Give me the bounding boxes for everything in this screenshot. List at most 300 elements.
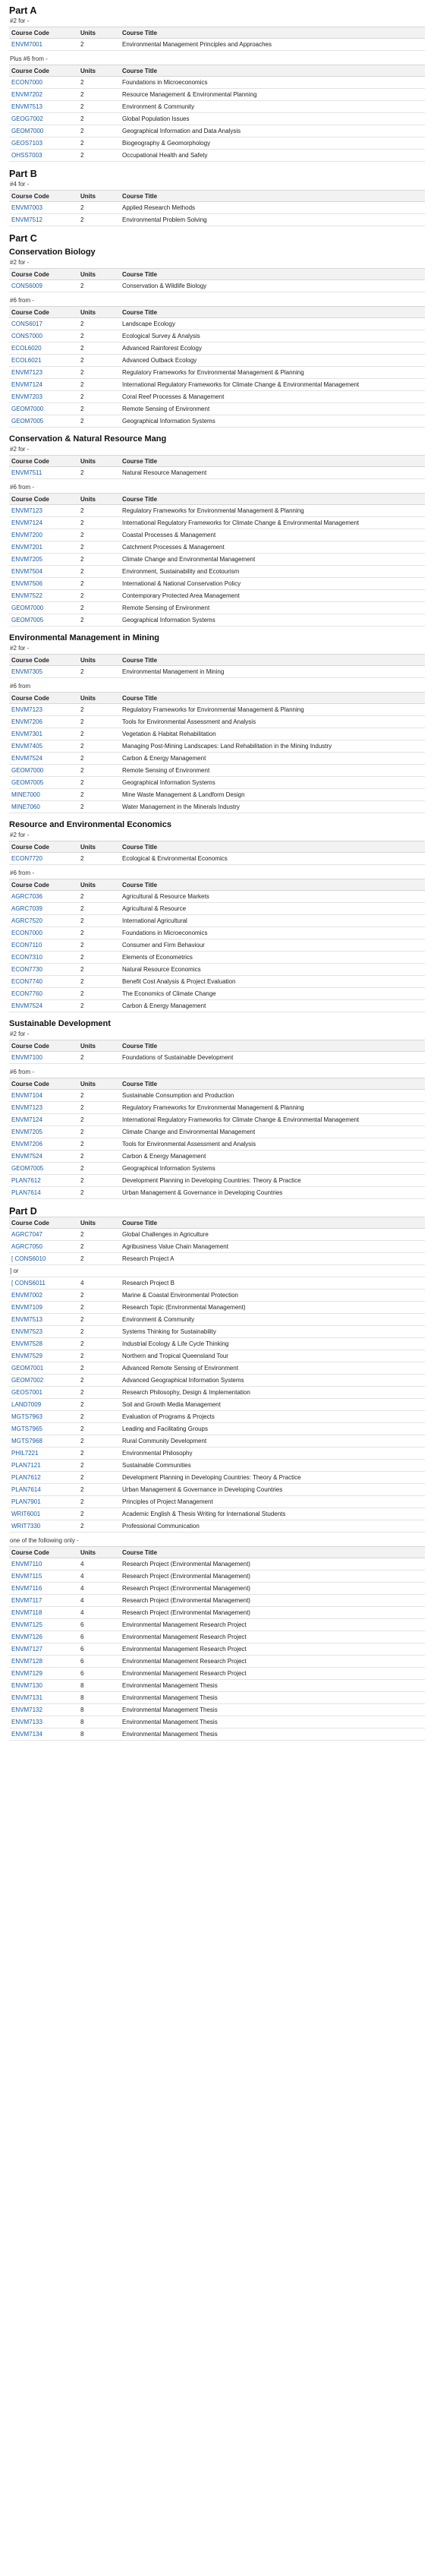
header-units: Units xyxy=(78,307,120,318)
course-code-link[interactable]: PLAN7121 xyxy=(9,1460,78,1472)
header-course-code: Course Code xyxy=(9,191,78,202)
course-title: Regulatory Frameworks for Environmental Management & Planning xyxy=(120,367,425,379)
table-row xyxy=(9,1362,425,1375)
course-code-link[interactable]: CONS7000 xyxy=(9,330,78,343)
course-code-link[interactable]: ENVM7133 xyxy=(9,1716,78,1728)
course-code-link[interactable]: ECON7110 xyxy=(9,939,78,952)
stream-heading: Conservation & Natural Resource Mang xyxy=(9,434,167,444)
table-row xyxy=(9,1052,425,1064)
course-title: The Economics of Climate Change xyxy=(120,988,425,1000)
course-title: Research Project (Environmental Management) xyxy=(120,1607,425,1619)
course-code-link[interactable]: ENVM7001 xyxy=(9,39,78,51)
header-course-title: Course Title xyxy=(120,307,425,318)
course-code-link[interactable]: ENVM7110 xyxy=(9,1558,78,1571)
table-row xyxy=(9,1496,425,1508)
course-units: 6 xyxy=(78,1643,120,1656)
table-row xyxy=(9,1508,425,1520)
course-code-link[interactable]: ECON7760 xyxy=(9,988,78,1000)
course-units: 8 xyxy=(78,1704,120,1716)
course-title: Principles of Project Management xyxy=(120,1496,425,1508)
table-row xyxy=(9,740,425,753)
part-heading: Part B xyxy=(9,169,37,179)
course-title: Remote Sensing of Environment xyxy=(120,403,425,415)
course-code-link[interactable]: PLAN7614 xyxy=(9,1187,78,1199)
part-heading: Part C xyxy=(9,233,37,244)
course-code-link[interactable]: WRIT6001 xyxy=(9,1508,78,1520)
course-code-link[interactable]: ENVM7131 xyxy=(9,1692,78,1704)
course-code-link[interactable]: ENVM7522 xyxy=(9,590,78,602)
course-title: Elements of Econometrics xyxy=(120,952,425,964)
course-title: Evaluation of Programs & Projects xyxy=(120,1411,425,1423)
course-units: 2 xyxy=(78,1338,120,1350)
course-title: Agricultural & Resource Markets xyxy=(120,891,425,903)
table-row xyxy=(9,403,425,415)
course-code-link[interactable]: MINE7060 xyxy=(9,801,78,813)
course-code-link[interactable]: GEOM7005 xyxy=(9,614,78,627)
course-units: 2 xyxy=(78,214,120,226)
table-row xyxy=(9,915,425,927)
course-code-link[interactable]: ENVM7125 xyxy=(9,1619,78,1631)
header-course-code: Course Code xyxy=(9,693,78,704)
course-units: 2 xyxy=(78,988,120,1000)
table-row xyxy=(9,367,425,379)
course-code-link[interactable]: ENVM7100 xyxy=(9,1052,78,1064)
course-code-link[interactable]: ENVM7523 xyxy=(9,1326,78,1338)
requirement-note: #4 for - xyxy=(10,181,30,188)
course-code-link[interactable]: WRIT7330 xyxy=(9,1520,78,1533)
course-code-link[interactable]: PHIL7221 xyxy=(9,1447,78,1460)
table-row xyxy=(9,343,425,355)
table-header-row xyxy=(9,27,425,39)
requirement-note: #6 from xyxy=(10,683,31,690)
course-units: 2 xyxy=(78,590,120,602)
course-units: 2 xyxy=(78,716,120,728)
table-row xyxy=(9,1435,425,1447)
course-code-link[interactable]: GEOG7002 xyxy=(9,113,78,125)
course-code-link[interactable]: ENVM7205 xyxy=(9,554,78,566)
table-row xyxy=(9,1326,425,1338)
table-row xyxy=(9,1163,425,1175)
table-row xyxy=(9,666,425,678)
table-row xyxy=(9,355,425,367)
course-code-link[interactable]: ENVM7124 xyxy=(9,1114,78,1126)
course-code-link[interactable]: PLAN7901 xyxy=(9,1496,78,1508)
table-row xyxy=(9,704,425,716)
course-code-link[interactable]: ENVM7202 xyxy=(9,89,78,101)
table-row xyxy=(9,541,425,554)
course-units: 2 xyxy=(78,740,120,753)
course-table xyxy=(9,27,425,51)
course-units: 2 xyxy=(78,1290,120,1302)
course-units: 2 xyxy=(78,1387,120,1399)
course-title: Regulatory Frameworks for Environmental Management & Planning xyxy=(120,1102,425,1114)
course-code-link[interactable]: GEOM7000 xyxy=(9,125,78,137)
course-code-link[interactable]: ENVM7206 xyxy=(9,716,78,728)
course-units: 2 xyxy=(78,343,120,355)
course-code-link[interactable]: ENVM7118 xyxy=(9,1607,78,1619)
course-title: Natural Resource Economics xyxy=(120,964,425,976)
table-header-row xyxy=(9,191,425,202)
course-code-link[interactable]: ECON7720 xyxy=(9,853,78,865)
course-units: 2 xyxy=(78,753,120,765)
table-row xyxy=(9,1728,425,1741)
course-code-link[interactable]: OHSS7003 xyxy=(9,150,78,162)
header-course-code: Course Code xyxy=(9,655,78,666)
course-units: 2 xyxy=(78,1484,120,1496)
header-course-code: Course Code xyxy=(9,269,78,280)
course-code-link[interactable]: GEOM7002 xyxy=(9,1375,78,1387)
course-title: Leading and Facilitating Groups xyxy=(120,1423,425,1435)
course-code-link[interactable]: PLAN7614 xyxy=(9,1484,78,1496)
table-row xyxy=(9,77,425,89)
table-row xyxy=(9,964,425,976)
course-units: 2 xyxy=(78,566,120,578)
course-code-link[interactable]: GEOM7001 xyxy=(9,1362,78,1375)
table-header-row xyxy=(9,693,425,704)
course-units: 2 xyxy=(78,467,120,479)
header-course-title: Course Title xyxy=(120,1078,425,1090)
table-row xyxy=(9,125,425,137)
course-units: 2 xyxy=(78,403,120,415)
course-code-link[interactable]: AGRC7050 xyxy=(9,1241,78,1253)
course-code-link[interactable]: PLAN7612 xyxy=(9,1472,78,1484)
table-row xyxy=(9,1411,425,1423)
course-code-link[interactable]: ENVM7511 xyxy=(9,467,78,479)
course-code-link[interactable]: [ CONS6010 xyxy=(9,1253,78,1265)
course-title: Applied Research Methods xyxy=(120,202,425,214)
table-row xyxy=(9,280,425,292)
course-code-link[interactable]: ENVM7002 xyxy=(9,1290,78,1302)
table-row xyxy=(9,1277,425,1290)
header-course-code: Course Code xyxy=(9,65,78,77)
course-code-link[interactable]: ENVM7305 xyxy=(9,666,78,678)
course-code-link[interactable]: ENVM7513 xyxy=(9,1314,78,1326)
course-code-link[interactable]: ENVM7504 xyxy=(9,566,78,578)
requirement-note: Plus #6 from - xyxy=(10,55,48,62)
course-code-link[interactable]: AGRC7520 xyxy=(9,915,78,927)
table-row xyxy=(9,801,425,813)
course-code-link[interactable]: PLAN7612 xyxy=(9,1175,78,1187)
course-code-link[interactable]: MGTS7968 xyxy=(9,1435,78,1447)
course-units: 2 xyxy=(78,113,120,125)
course-code-link[interactable]: ENVM7134 xyxy=(9,1728,78,1741)
course-units: 2 xyxy=(78,903,120,915)
course-code-link[interactable]: ENVM7124 xyxy=(9,379,78,391)
course-units: 8 xyxy=(78,1692,120,1704)
course-code-link[interactable]: ENVM7123 xyxy=(9,704,78,716)
table-header-row xyxy=(9,1040,425,1052)
course-code-link[interactable]: ENVM7124 xyxy=(9,517,78,529)
course-code-link[interactable]: ENVM7201 xyxy=(9,541,78,554)
course-code-link[interactable]: ENVM7132 xyxy=(9,1704,78,1716)
course-code-link[interactable]: ENVM7524 xyxy=(9,1000,78,1012)
course-title: Advanced Geographical Information Systems xyxy=(120,1375,425,1387)
header-units: Units xyxy=(78,456,120,467)
course-code-link[interactable]: ENVM7116 xyxy=(9,1583,78,1595)
course-code-link[interactable]: AGRC7047 xyxy=(9,1229,78,1241)
course-code-link[interactable]: ECON7730 xyxy=(9,964,78,976)
table-row xyxy=(9,728,425,740)
table-row xyxy=(9,853,425,865)
course-code-link[interactable]: GEOS7103 xyxy=(9,137,78,150)
course-table xyxy=(9,1040,425,1064)
course-code-link[interactable]: MGTS7963 xyxy=(9,1411,78,1423)
course-code-link[interactable]: CONS6017 xyxy=(9,318,78,330)
course-code-link[interactable]: ENVM7524 xyxy=(9,1151,78,1163)
table-header-row xyxy=(9,841,425,853)
course-code-link[interactable]: GEOM7005 xyxy=(9,415,78,428)
table-row xyxy=(9,765,425,777)
course-code-link[interactable]: ENVM7200 xyxy=(9,529,78,541)
course-units: 2 xyxy=(78,554,120,566)
stream-heading: Sustainable Development xyxy=(9,1019,111,1028)
course-units: 2 xyxy=(78,602,120,614)
course-units: 4 xyxy=(78,1558,120,1571)
course-title: Advanced Remote Sensing of Environment xyxy=(120,1362,425,1375)
course-code-link[interactable]: ENVM7512 xyxy=(9,214,78,226)
course-title: Geographical Information Systems xyxy=(120,614,425,627)
table-row xyxy=(9,1229,425,1241)
course-units: 2 xyxy=(78,1187,120,1199)
course-units: 2 xyxy=(78,666,120,678)
table-row xyxy=(9,202,425,214)
table-header-row xyxy=(9,1217,425,1229)
course-code-link[interactable]: GEOM7000 xyxy=(9,602,78,614)
course-units: 2 xyxy=(78,1447,120,1460)
course-code-link[interactable]: LAND7009 xyxy=(9,1399,78,1411)
course-code-link[interactable]: ENVM7123 xyxy=(9,367,78,379)
course-code-link[interactable]: [ CONS6011 xyxy=(9,1277,78,1290)
course-units: 6 xyxy=(78,1656,120,1668)
course-code-link[interactable]: GEOM7005 xyxy=(9,777,78,789)
course-title: Environmental Management Principles and Approaches xyxy=(120,39,425,51)
course-title: Environmental Management Research Project xyxy=(120,1631,425,1643)
course-units: 2 xyxy=(78,964,120,976)
course-code-link[interactable]: ENVM7301 xyxy=(9,728,78,740)
course-units: 2 xyxy=(78,1496,120,1508)
course-code-link[interactable]: ENVM7003 xyxy=(9,202,78,214)
table-row xyxy=(9,1460,425,1472)
course-title: International Regulatory Frameworks for Climate Change & Environmental Management xyxy=(120,517,425,529)
course-title: Northern and Tropical Queensland Tour xyxy=(120,1350,425,1362)
requirement-note: #2 for - xyxy=(10,832,30,838)
course-title: Mine Waste Management & Landform Design xyxy=(120,789,425,801)
course-title: Professional Communication xyxy=(120,1520,425,1533)
course-code-link[interactable]: ENVM7126 xyxy=(9,1631,78,1643)
table-row xyxy=(9,1595,425,1607)
course-title: Research Project A xyxy=(120,1253,425,1265)
header-units: Units xyxy=(78,27,120,39)
course-code-link[interactable]: ECOL6020 xyxy=(9,343,78,355)
table-row xyxy=(9,1558,425,1571)
course-table xyxy=(9,879,425,1012)
course-code-link[interactable]: ENVM7123 xyxy=(9,505,78,517)
course-code-link[interactable]: ENVM7130 xyxy=(9,1680,78,1692)
table-row xyxy=(9,602,425,614)
table-row xyxy=(9,1520,425,1533)
table-row xyxy=(9,505,425,517)
course-units: 2 xyxy=(78,505,120,517)
course-units: 2 xyxy=(78,614,120,627)
course-title: Remote Sensing of Environment xyxy=(120,602,425,614)
course-title: Resource Management & Environmental Planning xyxy=(120,89,425,101)
course-units: 8 xyxy=(78,1728,120,1741)
course-code-link[interactable]: GEOM7000 xyxy=(9,765,78,777)
course-code-link[interactable]: ECON7000 xyxy=(9,77,78,89)
course-code-link[interactable]: ENVM7405 xyxy=(9,740,78,753)
course-units: 2 xyxy=(78,125,120,137)
course-units: 2 xyxy=(78,1472,120,1484)
course-code-link[interactable]: ENVM7203 xyxy=(9,391,78,403)
header-course-title: Course Title xyxy=(120,65,425,77)
table-row xyxy=(9,939,425,952)
course-units: 2 xyxy=(78,1175,120,1187)
course-code-link[interactable]: ENVM7109 xyxy=(9,1302,78,1314)
course-code-link[interactable]: ECON7740 xyxy=(9,976,78,988)
course-units: 2 xyxy=(78,915,120,927)
course-code-link[interactable]: MINE7000 xyxy=(9,789,78,801)
course-table xyxy=(9,1546,425,1741)
table-row xyxy=(9,1692,425,1704)
course-units: 2 xyxy=(78,1326,120,1338)
course-code-link[interactable]: GEOS7001 xyxy=(9,1387,78,1399)
course-units: 4 xyxy=(78,1583,120,1595)
course-title: Vegetation & Habitat Rehabilitation xyxy=(120,728,425,740)
course-units: 2 xyxy=(78,330,120,343)
course-code-link[interactable]: ENVM7524 xyxy=(9,753,78,765)
table-row xyxy=(9,1138,425,1151)
course-units: 2 xyxy=(78,952,120,964)
header-course-title: Course Title xyxy=(120,269,425,280)
course-code-link[interactable]: ENVM7117 xyxy=(9,1595,78,1607)
course-code-link[interactable]: MGTS7965 xyxy=(9,1423,78,1435)
course-title: Carbon & Energy Management xyxy=(120,753,425,765)
header-units: Units xyxy=(78,191,120,202)
course-units: 2 xyxy=(78,927,120,939)
course-title: Carbon & Energy Management xyxy=(120,1000,425,1012)
table-row xyxy=(9,1187,425,1199)
table-row xyxy=(9,1126,425,1138)
table-row xyxy=(9,566,425,578)
header-units: Units xyxy=(78,1217,120,1229)
table-row xyxy=(9,467,425,479)
course-units: 2 xyxy=(78,1151,120,1163)
course-title: Climate Change and Environmental Management xyxy=(120,554,425,566)
course-code-link[interactable]: ENVM7115 xyxy=(9,1571,78,1583)
course-code-link[interactable]: ENVM7206 xyxy=(9,1138,78,1151)
table-row xyxy=(9,789,425,801)
table-row xyxy=(9,1472,425,1484)
course-code-link[interactable]: ENVM7129 xyxy=(9,1668,78,1680)
course-code-link[interactable]: GEOM7000 xyxy=(9,403,78,415)
table-row xyxy=(9,1151,425,1163)
requirement-note: #2 for - xyxy=(10,17,30,24)
table-row xyxy=(9,1338,425,1350)
table-row xyxy=(9,590,425,602)
course-title: Natural Resource Management xyxy=(120,467,425,479)
course-code-link[interactable]: ENVM7128 xyxy=(9,1656,78,1668)
table-row xyxy=(9,89,425,101)
course-units: 2 xyxy=(78,1314,120,1326)
course-title: Environmental Management Thesis xyxy=(120,1716,425,1728)
course-units: 4 xyxy=(78,1595,120,1607)
header-units: Units xyxy=(78,841,120,853)
course-title: Benefit Cost Analysis & Project Evaluation xyxy=(120,976,425,988)
part-heading: Part D xyxy=(9,1206,37,1217)
course-title: Carbon & Energy Management xyxy=(120,1151,425,1163)
table-row-note xyxy=(9,1265,425,1277)
course-units: 2 xyxy=(78,1362,120,1375)
course-code-link[interactable]: AGRC7039 xyxy=(9,903,78,915)
course-code-link[interactable]: ENVM7529 xyxy=(9,1350,78,1362)
course-code-link[interactable]: ENVM7528 xyxy=(9,1338,78,1350)
course-code-link[interactable]: ENVM7506 xyxy=(9,578,78,590)
table-row xyxy=(9,1680,425,1692)
course-code-link[interactable]: AGRC7036 xyxy=(9,891,78,903)
table-row xyxy=(9,101,425,113)
course-code-link[interactable]: ECOL6021 xyxy=(9,355,78,367)
course-code-link[interactable]: ECON7000 xyxy=(9,927,78,939)
course-title: Academic English & Thesis Writing for International Students xyxy=(120,1508,425,1520)
course-table xyxy=(9,841,425,865)
table-row xyxy=(9,554,425,566)
course-units: 2 xyxy=(78,355,120,367)
course-units: 2 xyxy=(78,1163,120,1175)
requirement-note: #6 from - xyxy=(10,297,35,304)
course-title: International & National Conservation Policy xyxy=(120,578,425,590)
course-title: Research Project B xyxy=(120,1277,425,1290)
course-code-link[interactable]: ENVM7123 xyxy=(9,1102,78,1114)
course-code-link[interactable]: ENVM7104 xyxy=(9,1090,78,1102)
table-row xyxy=(9,1716,425,1728)
course-code-link[interactable]: ECON7310 xyxy=(9,952,78,964)
course-code-link[interactable]: ENVM7127 xyxy=(9,1643,78,1656)
course-code-link[interactable]: CONS6009 xyxy=(9,280,78,292)
table-row xyxy=(9,777,425,789)
table-row xyxy=(9,988,425,1000)
header-course-title: Course Title xyxy=(120,841,425,853)
table-row xyxy=(9,330,425,343)
course-title: Environmental Management Thesis xyxy=(120,1704,425,1716)
course-units: 2 xyxy=(78,765,120,777)
course-table xyxy=(9,1217,425,1533)
requirement-note: #6 from - xyxy=(10,484,35,491)
table-row xyxy=(9,517,425,529)
header-units: Units xyxy=(78,1040,120,1052)
header-course-code: Course Code xyxy=(9,307,78,318)
course-code-link[interactable]: ENVM7205 xyxy=(9,1126,78,1138)
course-title: Remote Sensing of Environment xyxy=(120,765,425,777)
course-title: Environment, Sustainability and Ecotourism xyxy=(120,566,425,578)
table-row xyxy=(9,137,425,150)
header-units: Units xyxy=(78,1078,120,1090)
stream-heading: Conservation Biology xyxy=(9,248,96,257)
course-title: Rural Community Development xyxy=(120,1435,425,1447)
header-units: Units xyxy=(78,1547,120,1558)
course-code-link[interactable]: ENVM7513 xyxy=(9,101,78,113)
header-course-title: Course Title xyxy=(120,494,425,505)
header-course-code: Course Code xyxy=(9,841,78,853)
course-units: 2 xyxy=(78,391,120,403)
course-title: Systems Thinking for Sustainability xyxy=(120,1326,425,1338)
course-code-link[interactable]: GEOM7005 xyxy=(9,1163,78,1175)
table-row xyxy=(9,379,425,391)
course-title: Sustainable Communities xyxy=(120,1460,425,1472)
course-title: Consumer and Firm Behaviour xyxy=(120,939,425,952)
course-title: International Regulatory Frameworks for Climate Change & Environmental Management xyxy=(120,379,425,391)
table-row xyxy=(9,318,425,330)
course-units: 8 xyxy=(78,1680,120,1692)
